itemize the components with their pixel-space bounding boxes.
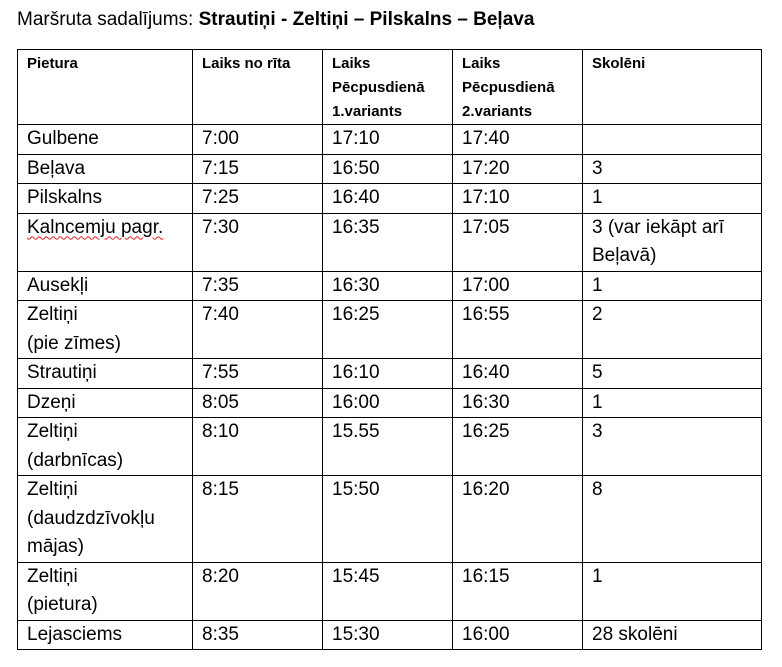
- afternoon-variant-2-cell: [453, 125, 583, 155]
- header-afternoon-variant-1: [323, 50, 453, 125]
- cell-text: 7:35: [202, 274, 239, 296]
- afternoon-variant-2-cell: [453, 359, 583, 389]
- students-cell: [583, 213, 762, 271]
- afternoon-variant-1-cell: [323, 213, 453, 271]
- stop-cell: [18, 154, 193, 184]
- students-cell: [583, 418, 762, 476]
- morning-time-cell: [193, 418, 323, 476]
- cell-line: (pie zīmes): [27, 332, 121, 354]
- morning-time-cell: [193, 125, 323, 155]
- cell-text: 16:25: [332, 304, 380, 325]
- cell-line: 1: [592, 187, 603, 208]
- cell-line: 3: [592, 157, 603, 179]
- morning-time-cell: [193, 301, 323, 359]
- afternoon-variant-1-cell: [323, 418, 453, 476]
- students-cell: [583, 388, 762, 418]
- table-row: [18, 271, 762, 301]
- students-cell: [583, 184, 762, 214]
- afternoon-variant-2-cell: [453, 388, 583, 418]
- cell-text: 16:50: [332, 157, 380, 179]
- table-row: [18, 184, 762, 214]
- cell-line: Lejasciems: [27, 623, 123, 645]
- stop-cell: [18, 620, 193, 650]
- cell-line: Zeltiņi: [27, 565, 78, 587]
- students-cell: [583, 154, 762, 184]
- stop-cell: [18, 184, 193, 214]
- cell-text: 16:35: [332, 216, 380, 238]
- cell-text: 7:55: [202, 362, 239, 383]
- cell-text: 16:40: [462, 362, 510, 383]
- afternoon-variant-1-cell: [323, 620, 453, 650]
- afternoon-variant-1-cell: [323, 125, 453, 155]
- morning-time-cell: [193, 476, 323, 563]
- cell-text: 17:00: [462, 274, 510, 296]
- stop-cell: [18, 271, 193, 301]
- morning-time-cell: [193, 184, 323, 214]
- cell-text: 8:05: [202, 391, 239, 413]
- students-cell: [583, 359, 762, 389]
- table-header-row: [18, 50, 762, 125]
- cell-line: 3 (var iekāpt arī: [592, 216, 724, 238]
- cell-line: Dzeņi: [27, 391, 76, 413]
- morning-time-cell: [193, 213, 323, 271]
- route-schedule-table: [17, 49, 762, 650]
- cell-text: 16:00: [332, 391, 380, 413]
- cell-line: Strautiņi: [27, 362, 97, 383]
- afternoon-variant-2-cell: [453, 476, 583, 563]
- stop-cell: [18, 125, 193, 155]
- cell-line: Zeltiņi: [27, 421, 78, 442]
- cell-text: 15:45: [332, 565, 380, 587]
- cell-text: 17:10: [332, 128, 380, 149]
- cell-line: mājas): [27, 536, 85, 557]
- students-cell: [583, 125, 762, 155]
- students-cell: [583, 271, 762, 301]
- title-route: Strautiņi - Zeltiņi – Pilskalns – Beļava: [198, 9, 535, 30]
- table-row: [18, 620, 762, 650]
- afternoon-variant-1-cell: [323, 301, 453, 359]
- afternoon-variant-1-cell: [323, 476, 453, 563]
- header-line: 1.variants: [332, 103, 403, 120]
- cell-line: Zeltiņi: [27, 479, 78, 500]
- header-morning-time: [193, 50, 323, 125]
- table-row: [18, 359, 762, 389]
- students-cell: [583, 562, 762, 620]
- afternoon-variant-1-cell: [323, 184, 453, 214]
- stop-cell: [18, 359, 193, 389]
- morning-time-cell: [193, 620, 323, 650]
- stop-cell: [18, 213, 193, 271]
- morning-time-cell: [193, 359, 323, 389]
- morning-time-cell: [193, 154, 323, 184]
- morning-time-cell: [193, 562, 323, 620]
- table-row: [18, 213, 762, 271]
- header-line: Laiks: [332, 55, 371, 72]
- cell-line: Beļava: [27, 157, 86, 179]
- cell-line: (darbnīcas): [27, 449, 124, 471]
- cell-line: Ausekļi: [27, 274, 89, 296]
- afternoon-variant-1-cell: [323, 388, 453, 418]
- cell-text: 16:20: [462, 479, 510, 500]
- cell-text: 16:10: [332, 362, 380, 383]
- table-row: [18, 301, 762, 359]
- afternoon-variant-1-cell: [323, 359, 453, 389]
- cell-line: Pilskalns: [27, 187, 102, 208]
- table-row: [18, 418, 762, 476]
- table-row: [18, 476, 762, 563]
- cell-text: 7:00: [202, 128, 239, 149]
- cell-text: 7:30: [202, 216, 239, 238]
- afternoon-variant-1-cell: [323, 154, 453, 184]
- header-line: Pēcpusdienā: [332, 79, 425, 96]
- cell-line: Beļavā): [592, 245, 657, 266]
- cell-text: 8:10: [202, 421, 239, 442]
- stop-cell: [18, 562, 193, 620]
- cell-text: 16:40: [332, 187, 380, 208]
- cell-line: (pietura): [27, 594, 98, 615]
- cell-text: 7:40: [202, 304, 239, 325]
- afternoon-variant-2-cell: [453, 418, 583, 476]
- cell-line: (daudzdzīvokļu: [27, 507, 155, 529]
- cell-line: Kalncemju pagr.: [27, 216, 164, 238]
- header-line: Laiks: [462, 55, 501, 72]
- cell-text: 15.55: [332, 421, 380, 442]
- cell-line: Gulbene: [27, 128, 99, 149]
- afternoon-variant-2-cell: [453, 562, 583, 620]
- cell-line: 8: [592, 479, 603, 500]
- cell-line: 1: [592, 274, 603, 296]
- header-line: 2.variants: [462, 103, 533, 120]
- cell-text: 15:50: [332, 479, 380, 500]
- afternoon-variant-2-cell: [453, 154, 583, 184]
- cell-text: 8:35: [202, 623, 239, 645]
- cell-text: 7:15: [202, 157, 239, 179]
- cell-text: 7:25: [202, 187, 239, 208]
- header-stop: [18, 50, 193, 125]
- table-row: [18, 562, 762, 620]
- cell-text: 17:05: [462, 216, 510, 238]
- cell-text: 17:10: [462, 187, 510, 208]
- afternoon-variant-1-cell: [323, 271, 453, 301]
- cell-line: 1: [592, 565, 603, 587]
- cell-line: 1: [592, 391, 603, 413]
- cell-text: 16:30: [332, 274, 380, 296]
- cell-text: 17:20: [462, 157, 510, 179]
- afternoon-variant-1-cell: [323, 562, 453, 620]
- header-students: [583, 50, 762, 125]
- cell-line: 2: [592, 304, 603, 325]
- cell-text: 8:15: [202, 479, 239, 500]
- cell-text: 8:20: [202, 565, 239, 587]
- cell-text: 16:15: [462, 565, 510, 587]
- stop-cell: [18, 418, 193, 476]
- cell-line: 28 skolēni: [592, 623, 678, 645]
- students-cell: [583, 620, 762, 650]
- table-row: [18, 154, 762, 184]
- cell-text: 15:30: [332, 623, 380, 645]
- afternoon-variant-2-cell: [453, 213, 583, 271]
- morning-time-cell: [193, 271, 323, 301]
- stop-cell: [18, 476, 193, 563]
- document-title: [17, 9, 534, 31]
- cell-line: 3: [592, 421, 603, 442]
- table-body: [18, 125, 762, 650]
- header-line: Pēcpusdienā: [462, 79, 555, 96]
- afternoon-variant-2-cell: [453, 620, 583, 650]
- afternoon-variant-2-cell: [453, 184, 583, 214]
- cell-text: 16:55: [462, 304, 510, 325]
- cell-line: 5: [592, 362, 603, 383]
- stop-cell: [18, 388, 193, 418]
- cell-text: 16:25: [462, 421, 510, 442]
- morning-time-cell: [193, 388, 323, 418]
- header-afternoon-variant-2: [453, 50, 583, 125]
- table-row: [18, 125, 762, 155]
- afternoon-variant-2-cell: [453, 301, 583, 359]
- afternoon-variant-2-cell: [453, 271, 583, 301]
- header-line: Pietura: [27, 55, 78, 72]
- header-line: Laiks no rīta: [202, 55, 291, 72]
- stop-cell: [18, 301, 193, 359]
- students-cell: [583, 476, 762, 563]
- cell-text: 16:00: [462, 623, 510, 645]
- cell-text: 17:40: [462, 128, 510, 149]
- students-cell: [583, 301, 762, 359]
- cell-text: 16:30: [462, 391, 510, 413]
- header-line: Skolēni: [592, 55, 646, 72]
- table-row: [18, 388, 762, 418]
- title-prefix: Maršruta sadalījums:: [17, 9, 199, 30]
- cell-line: Zeltiņi: [27, 304, 78, 325]
